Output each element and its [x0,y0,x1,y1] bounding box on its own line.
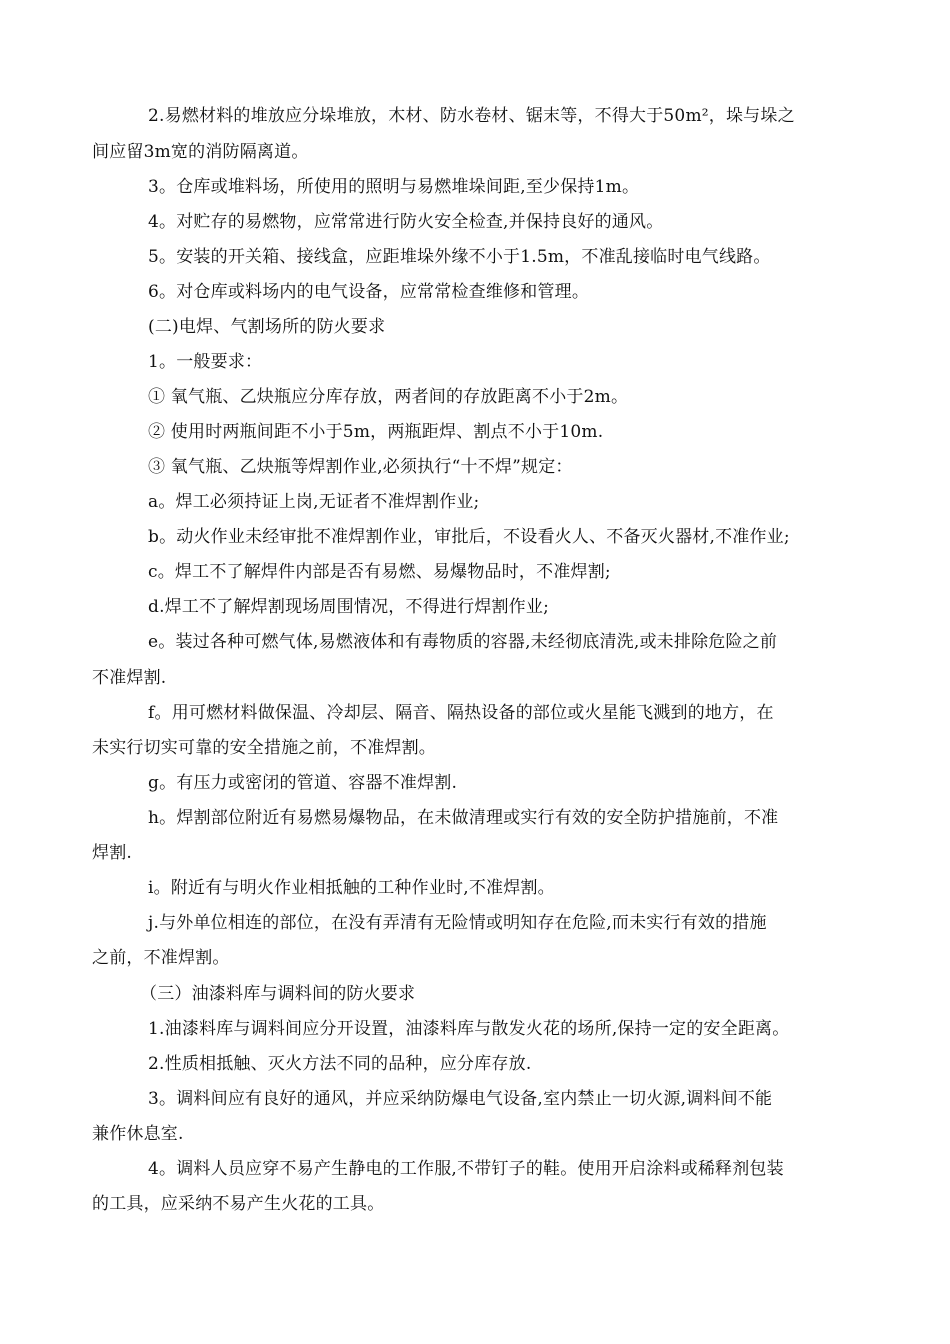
list-item: d.焊工不了解焊割现场周围情况，不得进行焊割作业; [148,597,550,617]
section-heading: （三）油漆料库与调料间的防火要求 [140,984,416,1004]
paragraph-line: 兼作休息室. [92,1124,184,1144]
list-item: i。附近有与明火作业相抵触的工种作业时,不准焊割。 [148,878,555,898]
list-item-continuation: 不准焊割. [92,668,167,688]
list-item: e。装过各种可燃气体,易燃液体和有毒物质的容器,未经彻底清洗,或未排除危险之前 [148,632,778,652]
list-item: j.与外单位相连的部位，在没有弄清有无险情或明知存在危险,而未实行有效的措施 [148,913,767,933]
paragraph-line: 3。仓库或堆料场，所使用的照明与易燃堆垛间距,至少保持1m。 [148,177,640,197]
subheading: 1。一般要求： [148,352,263,372]
list-item: f。用可燃材料做保温、冷却层、隔音、隔热设备的部位或火星能飞溅到的地方，在 [148,703,774,723]
paragraph-line: 2.性质相抵触、灭火方法不同的品种，应分库存放. [148,1054,532,1074]
list-item: a。焊工必须持证上岗,无证者不准焊割作业; [148,492,480,512]
list-item-continuation: 之前，不准焊割。 [92,948,230,968]
paragraph-line: 3。调料间应有良好的通风，并应采纳防爆电气设备,室内禁止一切火源,调料间不能 [148,1089,773,1109]
list-item: ③ 氧气瓶、乙炔瓶等焊割作业,必须执行“十不焊”规定： [148,457,573,477]
list-item: ② 使用时两瓶间距不小于5m，两瓶距焊、割点不小于10m. [148,422,604,442]
paragraph-line: 5。安装的开关箱、接线盒，应距堆垛外缘不小于1.5m，不准乱接临时电气线路。 [148,247,771,267]
list-item: ① 氧气瓶、乙炔瓶应分库存放，两者间的存放距离不小于2m。 [148,387,629,407]
list-item: g。有压力或密闭的管道、容器不准焊割. [148,773,458,793]
paragraph-line: 1.油漆料库与调料间应分开设置，油漆料库与散发火花的场所,保持一定的安全距离。 [148,1019,790,1039]
paragraph-line: 6。对仓库或料场内的电气设备，应常常检查维修和管理。 [148,282,590,302]
paragraph-line: 4。对贮存的易燃物，应常常进行防火安全检查,并保持良好的通风。 [148,212,664,232]
paragraph-line: 4。调料人员应穿不易产生静电的工作服,不带钉子的鞋。使用开启涂料或稀释剂包装 [148,1159,784,1179]
list-item-continuation: 未实行切实可靠的安全措施之前，不准焊割。 [92,738,436,758]
paragraph-line: 间应留3m宽的消防隔离道。 [92,142,309,162]
paragraph-line: 2.易燃材料的堆放应分垛堆放，木材、防水卷材、锯末等，不得大于50m²，垛与垛之 [148,106,795,126]
paragraph-line: 的工具，应采纳不易产生火花的工具。 [92,1194,385,1214]
list-item: h。焊割部位附近有易燃易爆物品，在未做清理或实行有效的安全防护措施前，不准 [148,808,779,828]
section-heading: (二)电焊、气割场所的防火要求 [148,317,386,337]
list-item: c。焊工不了解焊件内部是否有易燃、易爆物品时，不准焊割; [148,562,611,582]
list-item-continuation: 焊割. [92,843,133,863]
list-item: b。动火作业未经审批不准焊割作业，审批后，不设看火人、不备灭火器材,不准作业; [148,527,790,547]
